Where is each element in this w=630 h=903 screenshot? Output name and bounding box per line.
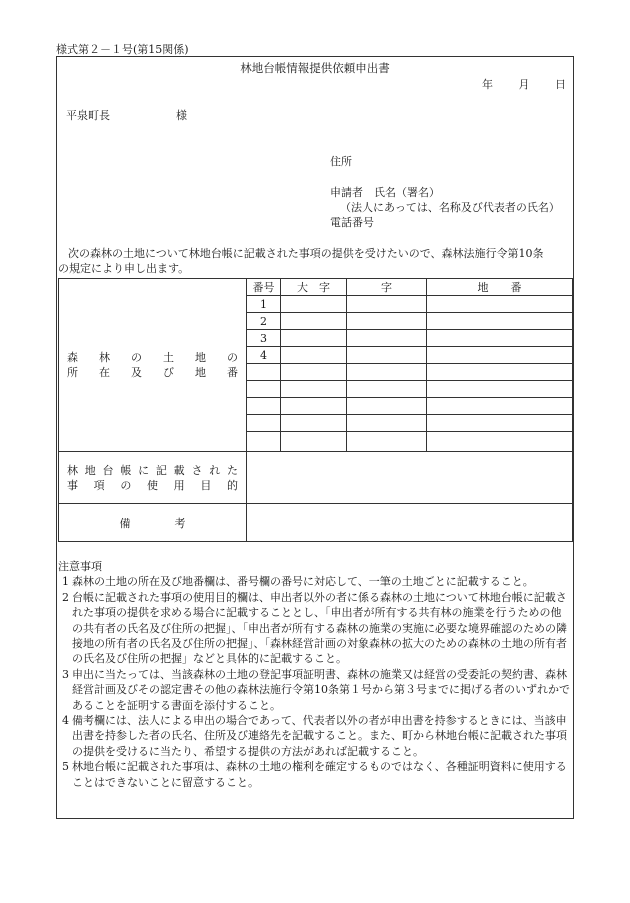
date-line	[460, 76, 566, 92]
intro-line-2: の規定により申し出ます。	[58, 262, 190, 275]
addressee	[66, 107, 187, 123]
notes-heading: 注意事項	[58, 560, 102, 573]
purpose-label: 林地台帳に記載された 事項の使用目的	[59, 452, 247, 504]
chiban-cell[interactable]	[427, 313, 573, 330]
note-item: 1 森林の土地の所在及び地番欄は、番号欄の番号に対応して、一筆の土地ごとに記載すること。	[62, 575, 534, 589]
header-oaza: 大 字	[281, 279, 347, 296]
addressee-name: 平泉町長	[66, 109, 110, 122]
intro-line-1: 次の森林の土地について林地台帳に記載された事項の提供を受けたいので、森林法施行令第10条	[68, 247, 544, 260]
location-label: 森林の土地の 所在及び地番	[59, 279, 247, 452]
remarks-field[interactable]	[247, 504, 573, 542]
chiban-cell[interactable]	[427, 432, 573, 452]
aza-cell[interactable]	[347, 432, 427, 452]
chiban-cell[interactable]	[427, 330, 573, 347]
oaza-cell[interactable]	[281, 432, 347, 452]
aza-cell[interactable]	[347, 364, 427, 381]
row-number: 3	[247, 330, 281, 347]
chiban-cell[interactable]	[427, 296, 573, 313]
aza-cell[interactable]	[347, 330, 427, 347]
row-number: 4	[247, 347, 281, 364]
aza-cell[interactable]	[347, 415, 427, 432]
applicant-corporate-note: （法人にあっては、名称及び代表者の氏名）	[340, 201, 560, 214]
addressee-honorific: 様	[176, 109, 187, 122]
row-number	[247, 398, 281, 415]
applicant-phone-label: 電話番号	[330, 216, 374, 229]
notes-section	[58, 559, 572, 790]
note-item: 5 林地台帳に記載された事項は、森林の土地の権利を確定するものではなく、各種証明資料に使用することはできないことに留意すること。	[62, 760, 567, 789]
oaza-cell[interactable]	[281, 364, 347, 381]
row-number	[247, 432, 281, 452]
row-number	[247, 415, 281, 432]
row-number: 2	[247, 313, 281, 330]
aza-cell[interactable]	[347, 381, 427, 398]
aza-cell[interactable]	[347, 313, 427, 330]
note-item: 2 台帳に記載された事項の使用目的欄は、申出者以外の者に係る森林の土地について林地台帳に記載された事項の提供を求める場合に記載することとし、「申出者が所有する共有林の施業を行うための他の共有者の氏名及び住所の把握」、「申出者が所有する森林の施業の実施に必要な境界確認のための隣接地の所有者の氏名及び住所の把握」、「森林経営計画の対象森林の拡大のための森林の土地の所有者の氏名及び住所の把握」などと具体的に記載すること。	[62, 590, 567, 666]
chiban-cell[interactable]	[427, 364, 573, 381]
row-number: 1	[247, 296, 281, 313]
chiban-cell[interactable]	[427, 381, 573, 398]
oaza-cell[interactable]	[281, 347, 347, 364]
address-label: 住所	[330, 155, 352, 168]
applicant-block	[330, 185, 560, 230]
request-table	[58, 278, 573, 542]
note-item: 3 申出に当たっては、当該森林の土地の登記事項証明書、森林の施業又は経営の受委託の契約書、森林経営計画及びその認定書その他の森林法施行令第10条第１号から第３号までに掲げる者のいずれかであることを証明する書面を添付すること。	[62, 667, 570, 712]
oaza-cell[interactable]	[281, 381, 347, 398]
row-number	[247, 364, 281, 381]
applicant-name-label: 申請者 氏名（署名）	[330, 186, 440, 199]
oaza-cell[interactable]	[281, 296, 347, 313]
oaza-cell[interactable]	[281, 398, 347, 415]
form-number: 様式第２－１号(第15関係)	[56, 43, 189, 56]
row-number	[247, 381, 281, 398]
oaza-cell[interactable]	[281, 415, 347, 432]
date-day: 日	[555, 78, 566, 91]
aza-cell[interactable]	[347, 347, 427, 364]
oaza-cell[interactable]	[281, 313, 347, 330]
date-year: 年	[482, 78, 493, 91]
remarks-label: 備 考	[59, 504, 247, 542]
document-title: 林地台帳情報提供依頼申出書	[240, 61, 390, 75]
header-chiban: 地 番	[427, 279, 573, 296]
purpose-field[interactable]	[247, 452, 573, 504]
intro-paragraph	[58, 246, 572, 276]
header-number: 番号	[247, 279, 281, 296]
header-aza: 字	[347, 279, 427, 296]
date-month: 月	[518, 78, 530, 91]
chiban-cell[interactable]	[427, 398, 573, 415]
chiban-cell[interactable]	[427, 415, 573, 432]
aza-cell[interactable]	[347, 398, 427, 415]
oaza-cell[interactable]	[281, 330, 347, 347]
note-item: 4 備考欄には、法人による申出の場合であって、代表者以外の者が申出書を持参するときには、当該申出書を持参した者の氏名、住所及び連絡先を記載すること。また、町から林地台帳に記載された事項の提供を受けるに当たり、希望する提供の方法があれば記載すること。	[62, 714, 567, 758]
aza-cell[interactable]	[347, 296, 427, 313]
chiban-cell[interactable]	[427, 347, 573, 364]
